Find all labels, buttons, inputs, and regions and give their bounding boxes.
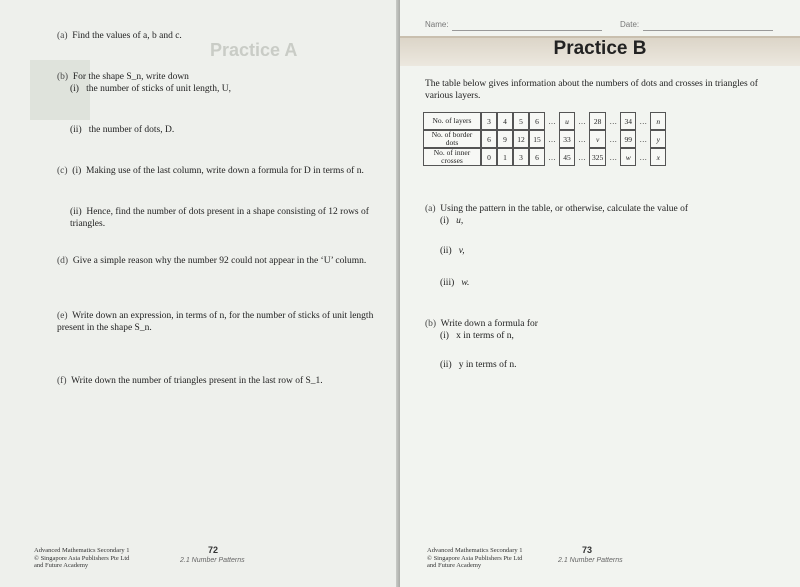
table-cell: … [609, 152, 617, 162]
row-header: No. of layers [423, 112, 481, 130]
table-row [423, 130, 666, 148]
table-cell: 34 [620, 112, 636, 130]
question-b-ii: (ii) the number of dots, D. [70, 125, 175, 135]
table-cell: x [650, 148, 666, 166]
left-section-label: 2.1 Number Patterns [180, 557, 245, 564]
table-cell: 6 [529, 112, 545, 130]
table-cell: 12 [513, 130, 529, 148]
right-footer-credits: Advanced Mathematics Secondary 1 © Singapore Asia Publishers Pte Ltd and Future Academy [427, 547, 523, 569]
table-row [423, 148, 666, 166]
question-a: (a) Find the values of a, b and c. [57, 31, 182, 41]
table-cell: 5 [513, 112, 529, 130]
right-section-label: 2.1 Number Patterns [558, 557, 623, 564]
show-through-title: Practice A [210, 40, 298, 60]
table-cell: … [609, 116, 617, 126]
table-cell: 325 [589, 148, 606, 166]
question-e: (e) Write down an expression, in terms of n, for the number of sticks of unit length present in the shape S_n. [57, 311, 374, 333]
table-cell: … [578, 134, 586, 144]
table-cell: n [650, 112, 666, 130]
table-cell: … [578, 152, 586, 162]
table-cell: 9 [497, 130, 513, 148]
table-cell: 3 [513, 148, 529, 166]
date-label: Date: [620, 20, 640, 29]
question-a-i: (i) u, [440, 216, 464, 226]
table-cell: 0 [481, 148, 497, 166]
left-page [0, 0, 398, 587]
table-cell: 28 [589, 112, 606, 130]
table-cell: … [578, 116, 586, 126]
table-cell: … [639, 134, 647, 144]
table-cell: 15 [529, 130, 545, 148]
question-b-right-ii: (ii) y in terms of n. [440, 360, 517, 370]
date-line [643, 30, 773, 31]
row-header: No. of border dots [423, 130, 481, 148]
question-f: (f) Write down the number of triangles present in the last row of S_1. [57, 376, 323, 386]
table-cell: 6 [481, 130, 497, 148]
table-cell: u [559, 112, 575, 130]
table-row [423, 112, 666, 130]
table-cell: … [639, 116, 647, 126]
table-cell: v [589, 130, 606, 148]
table-cell: … [609, 134, 617, 144]
question-b-right: (b) Write down a formula for [425, 319, 538, 329]
row-header: No. of inner crosses [423, 148, 481, 166]
table-cell: 3 [481, 112, 497, 130]
name-line [452, 30, 602, 31]
left-page-number: 72 [208, 545, 219, 555]
question-a-right: (a) Using the pattern in the table, or otherwise, calculate the value of [425, 204, 688, 214]
question-b-i: (i) the number of sticks of unit length, U, [70, 84, 231, 94]
table-cell: … [548, 152, 556, 162]
question-c-ii: (ii) Hence, find the number of dots present in a shape consisting of 12 rows of triangles. [70, 207, 369, 229]
question-c-i: (c) (i) Making use of the last column, write down a formula for D in terms of n. [57, 166, 364, 176]
intro-text: The table below gives information about the numbers of dots and crosses in triangles of various layers. [425, 79, 758, 101]
page-title: Practice B [553, 38, 647, 59]
question-b: (b) For the shape S_n, write down [57, 72, 189, 82]
table-cell: … [548, 116, 556, 126]
table-cell: 99 [620, 130, 636, 148]
pattern-table [423, 112, 666, 166]
question-d: (d) Give a simple reason why the number 92 could not appear in the ‘U’ column. [57, 256, 367, 266]
table-cell: 6 [529, 148, 545, 166]
question-a-iii: (iii) w. [440, 278, 470, 288]
table-cell: … [639, 152, 647, 162]
right-page-number: 73 [582, 545, 593, 555]
table-cell: … [548, 134, 556, 144]
table-cell: 33 [559, 130, 575, 148]
question-a-ii: (ii) v, [440, 246, 465, 256]
left-footer-credits: Advanced Mathematics Secondary 1 © Singapore Asia Publishers Pte Ltd and Future Academy [34, 547, 130, 569]
table-cell: 45 [559, 148, 575, 166]
name-label: Name: [425, 20, 449, 29]
table-cell: w [620, 148, 636, 166]
table-cell: 4 [497, 112, 513, 130]
table-cell: 1 [497, 148, 513, 166]
question-b-right-i: (i) x in terms of n, [440, 331, 514, 341]
table-cell: y [650, 130, 666, 148]
